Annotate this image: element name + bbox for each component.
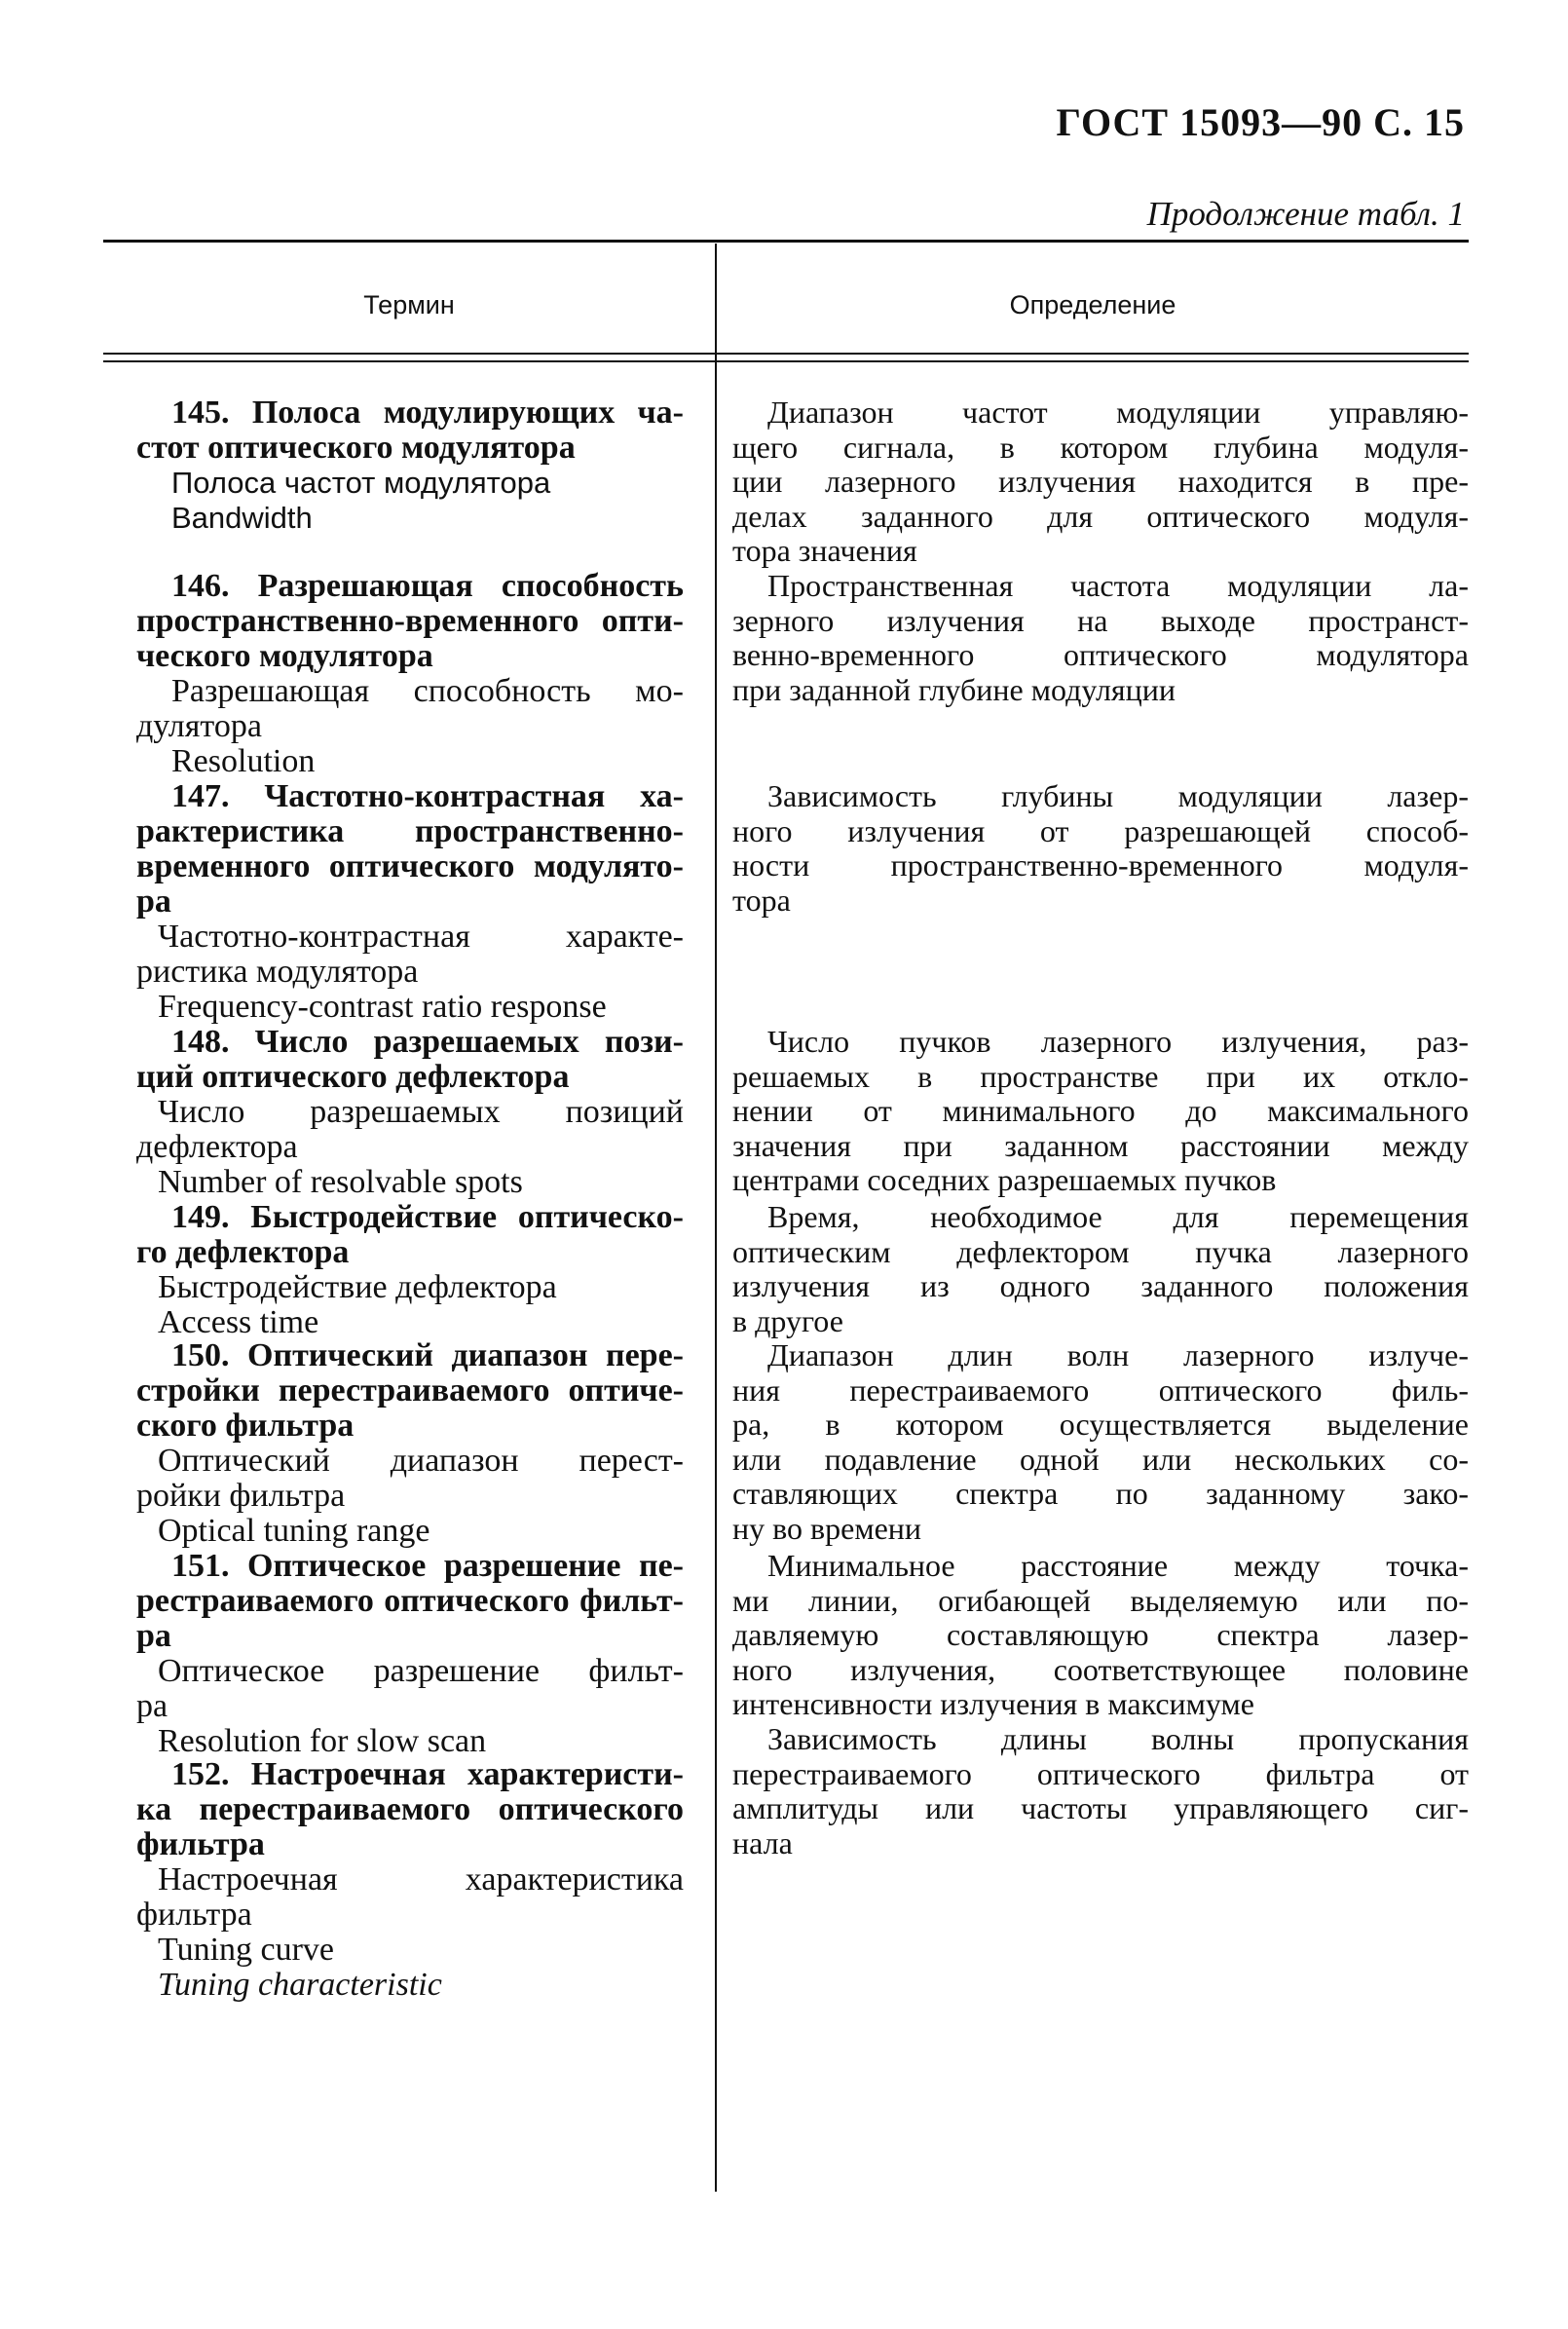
term-entry-147 [136, 779, 684, 1025]
definition-line: Зависимость глубины модуляции лазер- [767, 778, 1469, 813]
short-term-line: ристика модулятора [136, 954, 419, 990]
definition-line: нении от минимального до максимального [732, 1093, 1469, 1128]
short-term-line: Полоса частот модулятора [171, 466, 551, 500]
short-term-line: Быстродействие дефлектора [158, 1269, 557, 1305]
definition-line: ния перестраиваемого оптического филь- [732, 1371, 1469, 1408]
definition-entry-148 [732, 1025, 1469, 1198]
term-line: 151. Оптическое разрешение пе- [171, 1548, 684, 1584]
term-line: 147. Частотно-контрастная ха- [171, 778, 684, 814]
definition-line: излучения из одного заданного положения [732, 1268, 1469, 1303]
term-line: стройки перестраиваемого оптиче- [136, 1372, 684, 1409]
definition-line: зерного излучения на выходе пространст- [732, 602, 1469, 638]
term-line: 145. Полоса модулирующих ча- [171, 394, 684, 431]
definition-line: ного излучения, соответствующее половине [732, 1651, 1469, 1687]
english-term-line: Bandwidth [171, 501, 313, 535]
english-term-line: Number of resolvable spots [158, 1164, 523, 1200]
definition-line: решаемых в пространстве при их откло- [732, 1058, 1469, 1094]
definition-line: перестраиваемого оптического фильтра от [732, 1755, 1469, 1791]
english-term-line: Resolution [171, 743, 316, 779]
definition-line: Пространственная частота модуляции ла- [767, 568, 1469, 603]
definition-entry-147 [732, 779, 1469, 918]
definition-line: Время, необходимое для перемещения [767, 1199, 1469, 1234]
definition-line: давляемую составляющую спектра лазер- [732, 1617, 1469, 1652]
english-term-line: Frequency-contrast ratio response [158, 989, 607, 1025]
term-line: 152. Настроечная характеристи- [171, 1756, 684, 1792]
definition-line: центрами соседних разрешаемых пучков [732, 1162, 1277, 1197]
term-line: ра [136, 883, 171, 920]
definition-line: интенсивности излучения в максимуме [732, 1686, 1254, 1721]
short-term-line: Частотно-контрастная характе- [158, 919, 684, 955]
definition-entry-146 [732, 569, 1469, 707]
definition-line: венно-временного оптического модулятора [732, 637, 1469, 672]
definition-line: Зависимость длины волны пропускания [767, 1721, 1469, 1756]
definition-line: Диапазон длин волн лазерного излуче- [767, 1337, 1469, 1372]
definition-line: Диапазон частот модуляции управляю- [767, 394, 1469, 430]
definition-line: амплитуды или частоты управляющего сиг- [732, 1790, 1469, 1825]
short-term-line: ра [136, 1688, 168, 1724]
definition-line: или подавление одной или нескольких со- [732, 1441, 1469, 1477]
short-term-line: фильтра [136, 1897, 252, 1933]
term-line: 150. Оптический диапазон пере- [171, 1337, 684, 1373]
definition-line: Число пучков лазерного излучения, раз- [767, 1024, 1469, 1059]
definition-line: ции лазерного излучения находится в пре- [732, 464, 1469, 499]
english-term-line: Tuning curve [158, 1932, 335, 1968]
term-entry-145 [136, 395, 684, 536]
definition-line: делах заданного для оптического модуля- [732, 498, 1469, 534]
term-line: ского фильтра [136, 1408, 355, 1444]
header-bottom-rule-1 [103, 353, 1469, 355]
definition-line: ности пространственно-временного модуля- [732, 847, 1469, 883]
term-line: 148. Число разрешаемых пози- [171, 1024, 684, 1060]
english-term-line: Tuning characteristic [158, 1967, 442, 2003]
english-term-line: Optical tuning range [158, 1513, 430, 1549]
header-bottom-rule-2 [103, 360, 1469, 362]
definition-line: в другое [732, 1302, 843, 1338]
definition-entry-152 [732, 1722, 1469, 1860]
term-line: ческого модулятора [136, 638, 433, 674]
definition-entry-150 [732, 1338, 1469, 1546]
column-header-definition: Определение [1009, 290, 1176, 319]
term-line: 149. Быстродействие оптическо- [171, 1199, 684, 1235]
term-line: стот оптического модулятора [136, 430, 576, 466]
term-line: временного оптического модулято- [136, 848, 684, 884]
term-line: пространственно-временного опти- [136, 603, 684, 639]
term-entry-148 [136, 1025, 684, 1200]
term-line: ра [136, 1618, 171, 1654]
short-term-line: дефлектора [136, 1129, 298, 1165]
short-term-line: Оптическое разрешение фильт- [158, 1653, 684, 1689]
definition-line: ставляющих спектра по заданному зако- [732, 1476, 1469, 1511]
definition-line: ра, в котором осуществляется выделение [732, 1407, 1469, 1442]
standard-header: ГОСТ 15093—90 С. 15 [1056, 100, 1465, 144]
definition-line: тора значения [732, 533, 917, 568]
term-line: ка перестраиваемого оптического [136, 1791, 684, 1827]
definition-line: щего сигнала, в котором глубина модуля- [732, 429, 1469, 465]
definition-line: тора [732, 882, 791, 918]
definition-line: ну во времени [732, 1510, 922, 1546]
definition-entry-151 [732, 1549, 1469, 1722]
term-line: 146. Разрешающая способность [171, 568, 684, 604]
term-line: фильтра [136, 1826, 265, 1862]
term-entry-152 [136, 1757, 684, 2003]
definition-line: при заданной глубине модуляции [732, 671, 1176, 707]
definition-line: значения при заданном расстоянии между [732, 1127, 1469, 1163]
term-entry-149 [136, 1200, 684, 1340]
definition-line: ного излучения от разрешающей способ- [732, 812, 1469, 848]
definition-line: оптическим дефлектором пучка лазерного [732, 1233, 1469, 1269]
column-header-term: Термин [363, 290, 455, 319]
short-term-line: ройки фильтра [136, 1478, 346, 1514]
table-top-rule [103, 240, 1469, 243]
short-term-line: Число разрешаемых позиций [158, 1094, 684, 1130]
definition-line: Минимальное расстояние между точка- [767, 1548, 1469, 1583]
term-entry-146 [136, 569, 684, 779]
term-line: го дефлектора [136, 1234, 350, 1270]
column-divider [715, 244, 717, 2192]
english-term-line: Access time [158, 1304, 319, 1340]
definition-line: нала [732, 1824, 793, 1860]
short-term-line: Оптический диапазон перест- [158, 1443, 684, 1479]
definition-line: ми линии, огибающей выделяемую или по- [732, 1582, 1469, 1618]
english-term-line: Resolution for slow scan [158, 1723, 487, 1759]
short-term-line: дулятора [136, 708, 262, 744]
table-continuation-label: Продолжение табл. 1 [1146, 195, 1465, 233]
definition-entry-145 [732, 395, 1469, 569]
term-line: рактеристика пространственно- [136, 813, 684, 849]
term-entry-151 [136, 1549, 684, 1759]
definition-entry-149 [732, 1200, 1469, 1338]
short-term-line: Разрешающая способность мо- [171, 673, 684, 709]
term-line: ций оптического дефлектора [136, 1059, 570, 1095]
term-entry-150 [136, 1338, 684, 1549]
term-line: рестраиваемого оптического фильт- [136, 1583, 684, 1619]
short-term-line: Настроечная характеристика [158, 1861, 684, 1897]
